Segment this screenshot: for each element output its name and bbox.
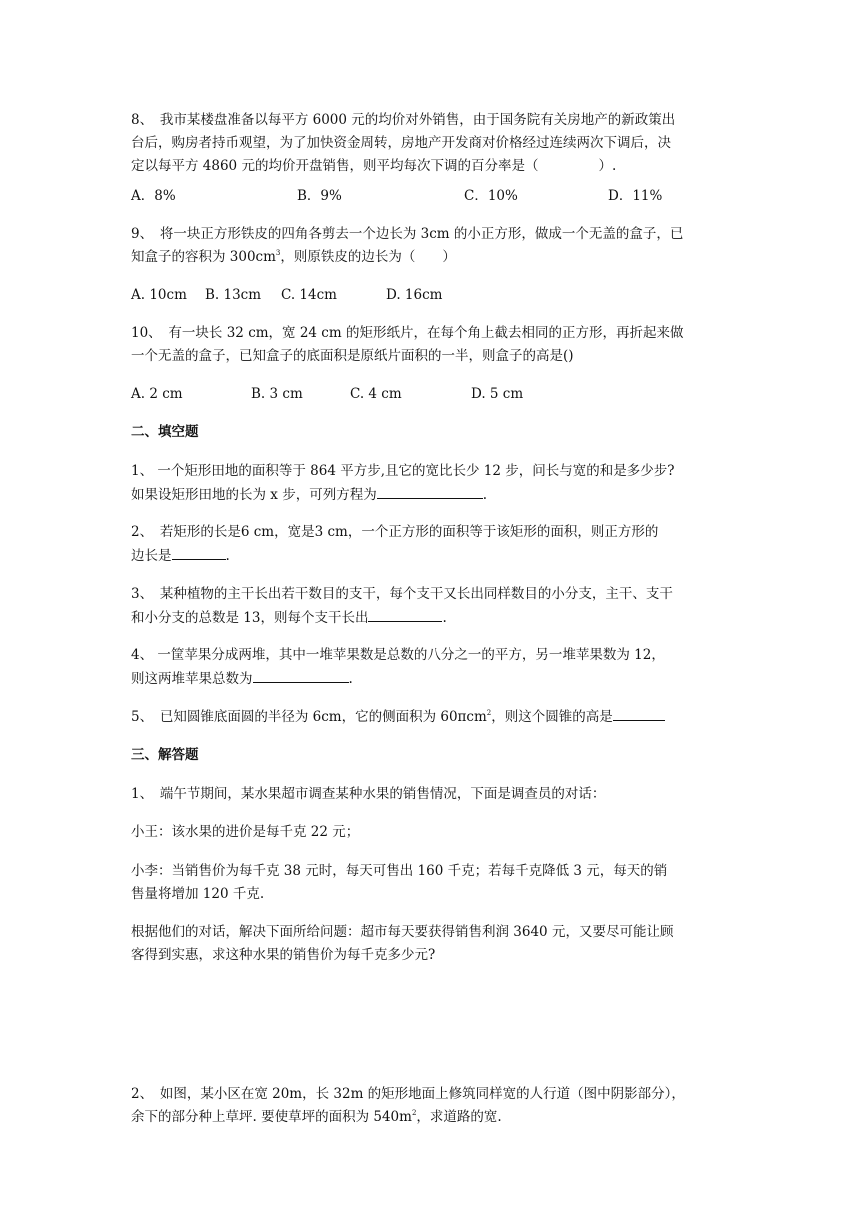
f5-line-1	[131, 707, 665, 726]
q8-line-3-text: 定以每平方 4860 元的均价开盘销售，则平均每次下调的百分率是（	[131, 158, 539, 174]
f4-answer-blank[interactable]	[253, 669, 349, 683]
section-3-heading: 三、解答题	[131, 747, 199, 763]
f3-line-2-end: .	[442, 610, 447, 626]
f2-line-1: 2、 若矩形的长是6 cm，宽是3 cm，一个正方形的面积等于该矩形的面积，则正方形的	[131, 524, 659, 540]
s2-line-2-end: ，求道路的宽.	[416, 1109, 502, 1125]
f1-line-2-end: .	[482, 487, 487, 503]
f3-line-2	[131, 608, 447, 627]
f1-line-2	[131, 485, 487, 504]
f4-line-1: 4、 一筐苹果分成两堆，其中一堆苹果数是总数的八分之一的平方，另一堆苹果数为 12，	[131, 647, 665, 663]
s1-xiaoli-line-1: 小李：当销售价为每千克 38 元时，每天可售出 160 千克；若每千克降低 3 元，每天的销	[131, 863, 668, 879]
f5-line-1-text: 5、 已知圆锥底面圆的半径为 6cm，它的侧面积为 60πcm	[131, 709, 487, 725]
s1-xiaowang: 小王：该水果的进价是每千克 22 元；	[131, 824, 360, 840]
f3-answer-blank[interactable]	[368, 608, 442, 622]
q8-line-3-end: ）.	[598, 158, 617, 174]
f5-answer-blank[interactable]	[613, 707, 665, 721]
section-2-heading: 二、填空题	[131, 424, 199, 440]
s1-question-line-1: 根据他们的对话，解决下面所给问题：超市每天要获得销售利润 3640 元，又要尽可能让顾	[131, 924, 674, 940]
q10-option-a: A. 2 cm	[131, 386, 183, 402]
q10-line-2: 一个无盖的盒子，已知盒子的底面积是原纸片面积的一半，则盒子的高是()	[131, 348, 574, 364]
f2-answer-blank[interactable]	[172, 546, 226, 560]
q9-option-d: D. 16cm	[386, 287, 443, 303]
s2-line-2-text: 余下的部分种上草坪. 要使草坪的面积为 540m	[131, 1109, 412, 1125]
q9-option-c: C. 14cm	[281, 287, 337, 303]
q10-option-d: D. 5 cm	[471, 386, 524, 402]
q8-line-2: 台后，购房者持币观望，为了加快资金周转，房地产开发商对价格经过连续两次下调后，决	[131, 135, 671, 151]
q9-line-2	[131, 248, 456, 266]
f2-line-2-text: 边长是	[131, 548, 172, 564]
f1-line-2-text: 如果设矩形田地的长为 x 步，可列方程为	[131, 487, 377, 503]
f4-line-2-end: .	[348, 671, 353, 687]
q9-option-a: A. 10cm	[131, 287, 187, 303]
q8-option-b: B．9%	[297, 188, 342, 204]
q8-option-d: D．11%	[608, 188, 663, 204]
q10-line-1: 10、 有一块长 32 cm，宽 24 cm 的矩形纸片，在每个角上截去相同的正方形，再折起来做	[131, 325, 684, 341]
q9-line-2-end: ，则原铁皮的边长为（ ）	[280, 249, 456, 265]
q8-option-a: A．8%	[131, 188, 176, 204]
f1-line-1: 1、 一个矩形田地的面积等于 864 平方步,且它的宽比长少 12 步，问长与宽的和是多少步?	[131, 463, 675, 479]
f5-square-sup: 2	[486, 709, 492, 717]
q9-line-1: 9、 将一块正方形铁皮的四角各剪去一个边长为 3cm 的小正方形，做成一个无盖的盒子，已	[131, 226, 684, 242]
f3-line-1: 3、 某种植物的主干长出若干数目的支干，每个支干又长出同样数目的小分支，主干、支干	[131, 586, 673, 602]
s2-square-sup: 2	[411, 1109, 417, 1117]
f4-line-2	[131, 669, 353, 688]
s1-question-line-2: 客得到实惠，求这种水果的销售价为每千克多少元?	[131, 947, 436, 963]
s2-line-1: 2、 如图，某小区在宽 20m，长 32m 的矩形地面上修筑同样宽的人行道（图中阴影部分），	[131, 1086, 685, 1102]
s1-line-1: 1、 端午节期间，某水果超市调查某种水果的销售情况，下面是调查员的对话：	[131, 786, 606, 802]
f1-answer-blank[interactable]	[377, 485, 483, 499]
q9-line-2-text: 知盒子的容积为 300cm	[131, 249, 276, 265]
f3-line-2-text: 和小分支的总数是 13，则每个支干长出	[131, 610, 369, 626]
q10-option-b: B. 3 cm	[251, 386, 303, 402]
q9-option-b: B. 13cm	[205, 287, 262, 303]
q10-option-c: C. 4 cm	[350, 386, 402, 402]
q8-option-c: C．10%	[464, 188, 518, 204]
f5-line-1-end: ，则这个圆锥的高是	[491, 709, 613, 725]
f4-line-2-text: 则这两堆苹果总数为	[131, 671, 253, 687]
f2-line-2-end: .	[225, 548, 230, 564]
s1-xiaoli-line-2: 售量将增加 120 千克.	[131, 886, 265, 902]
f2-line-2	[131, 546, 230, 565]
q9-cube-sup: 3	[275, 249, 281, 257]
q8-line-3	[131, 157, 616, 175]
s2-line-2	[131, 1108, 502, 1126]
q8-line-1: 8、 我市某楼盘准备以每平方 6000 元的均价对外销售，由于国务院有关房地产的新政策出	[131, 112, 676, 128]
